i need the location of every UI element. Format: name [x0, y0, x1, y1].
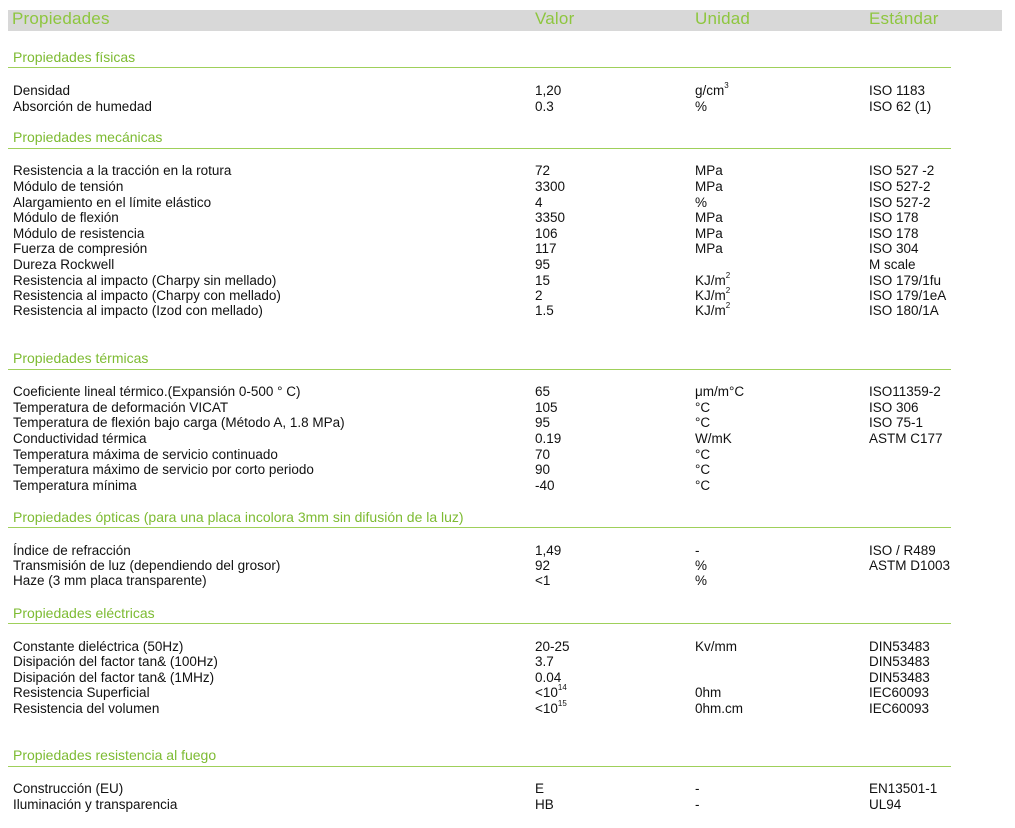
table-row: [0, 797, 1015, 813]
table-row: [0, 195, 1015, 211]
header-standard: Estándar: [869, 9, 939, 28]
section-title: Propiedades ópticas (para una placa incolora 3mm sin difusión de la luz): [13, 509, 464, 525]
property-value: [535, 210, 565, 226]
value-text: 2: [535, 288, 543, 303]
property-standard: ASTM D1003: [869, 558, 951, 573]
property-name: Resistencia del volumen: [13, 701, 160, 716]
property-standard: ISO / R489: [869, 543, 936, 558]
value-text: 92: [535, 558, 551, 573]
property-unit: [695, 478, 710, 494]
property-name: Resistencia al impacto (Izod con mellado): [13, 303, 263, 318]
unit-text: °C: [695, 478, 711, 493]
table-row: [0, 179, 1015, 195]
property-name: Temperatura de deformación VICAT: [13, 400, 229, 415]
table-row: [0, 303, 1015, 319]
property-unit: [695, 447, 710, 463]
section-title: Propiedades físicas: [13, 49, 136, 65]
table-row: [0, 415, 1015, 431]
property-unit: [695, 303, 730, 319]
property-value: [535, 303, 554, 319]
property-unit: [695, 462, 710, 478]
section-divider: [8, 623, 951, 624]
table-row: [0, 654, 1015, 670]
unit-text: -: [695, 781, 700, 796]
value-text: 95: [535, 257, 551, 272]
property-name: Constante dieléctrica (50Hz): [13, 639, 184, 654]
property-name: Resistencia al impacto (Charpy sin mellado): [13, 273, 277, 288]
property-value: [535, 257, 550, 273]
superscript: 2: [725, 301, 731, 310]
section-title: Propiedades térmicas: [13, 350, 149, 366]
unit-text: MPa: [695, 179, 723, 194]
value-text: <10: [535, 701, 558, 716]
property-unit: [695, 210, 723, 226]
property-value: [535, 273, 550, 289]
property-value: [535, 654, 554, 670]
property-standard: ISO 62 (1): [869, 99, 932, 114]
property-name: Temperatura máximo de servicio por corto periodo: [13, 462, 314, 477]
value-text: <1: [535, 573, 551, 588]
value-text: 70: [535, 447, 551, 462]
property-unit: [695, 573, 707, 589]
property-unit: [695, 543, 700, 559]
property-unit: [695, 415, 710, 431]
value-text: HB: [535, 797, 554, 812]
unit-text: °C: [695, 447, 711, 462]
unit-text: %: [695, 558, 708, 573]
unit-text: 0hm.cm: [695, 701, 744, 716]
table-row: [0, 273, 1015, 289]
table-row: [0, 99, 1015, 115]
unit-text: -: [695, 543, 700, 558]
value-text: 0.3: [535, 99, 554, 114]
value-text: -40: [535, 478, 555, 493]
unit-text: %: [695, 99, 708, 114]
table-header: [8, 10, 1002, 31]
superscript: 15: [557, 699, 567, 708]
table-row: [0, 226, 1015, 242]
header-property: Propiedades: [12, 9, 110, 28]
value-text: 1,49: [535, 543, 562, 558]
table-row: [0, 478, 1015, 494]
property-unit: [695, 195, 707, 211]
property-unit: [695, 701, 743, 717]
unit-text: MPa: [695, 210, 723, 225]
table-row: [0, 447, 1015, 463]
property-unit: [695, 781, 700, 797]
property-standard: DIN53483: [869, 670, 930, 685]
table-row: [0, 685, 1015, 701]
property-standard: ISO 178: [869, 210, 919, 225]
section-divider: [8, 527, 951, 528]
property-standard: ISO11359-2: [869, 384, 941, 399]
value-text: 117: [535, 241, 557, 256]
property-unit: [695, 179, 723, 195]
property-unit: [695, 83, 729, 99]
value-text: 1.5: [535, 303, 554, 318]
superscript: 3: [724, 81, 729, 90]
property-value: [535, 83, 561, 99]
section-title: Propiedades resistencia al fuego: [13, 747, 217, 763]
unit-text: μm/m°C: [695, 384, 745, 399]
property-value: [535, 478, 555, 494]
unit-text: °C: [695, 400, 711, 415]
value-text: 1,20: [535, 83, 562, 98]
property-name: Dureza Rockwell: [13, 257, 115, 272]
property-name: Índice de refracción: [13, 543, 131, 558]
property-name: Temperatura mínima: [13, 478, 137, 493]
superscript: 2: [725, 271, 731, 280]
property-standard: DIN53483: [869, 639, 930, 654]
property-name: Haze (3 mm placa transparente): [13, 573, 207, 588]
property-unit: [695, 99, 707, 115]
property-unit: [695, 163, 723, 179]
section-divider: [8, 369, 951, 370]
value-text: 4: [535, 195, 543, 210]
property-standard: UL94: [869, 797, 902, 812]
superscript: 2: [725, 286, 731, 295]
property-value: [535, 573, 550, 589]
property-value: [535, 195, 543, 211]
property-unit: [695, 797, 700, 813]
value-text: 65: [535, 384, 551, 399]
unit-text: °C: [695, 462, 711, 477]
value-text: 106: [535, 226, 558, 241]
property-name: Temperatura máxima de servicio continuado: [13, 447, 278, 462]
table-row: [0, 558, 1015, 574]
property-value: [535, 241, 557, 257]
unit-text: KJ/m: [695, 303, 726, 318]
unit-text: -: [695, 797, 700, 812]
value-text: 0.04: [535, 670, 562, 685]
section-divider: [8, 766, 951, 767]
property-value: [535, 639, 570, 655]
unit-text: %: [695, 573, 708, 588]
table-row: [0, 384, 1015, 400]
property-name: Resistencia al impacto (Charpy con mellado): [13, 288, 281, 303]
property-standard: ISO 75-1: [869, 415, 924, 430]
table-row: [0, 639, 1015, 655]
property-value: [535, 431, 561, 447]
section-title: Propiedades mecánicas: [13, 129, 163, 145]
property-value: [535, 781, 544, 797]
unit-text: MPa: [695, 163, 723, 178]
property-name: Fuerza de compresión: [13, 241, 148, 256]
table-row: [0, 701, 1015, 717]
header-value: Valor: [535, 9, 575, 28]
property-value: [535, 558, 550, 574]
property-name: Módulo de tensión: [13, 179, 124, 194]
property-value: [535, 462, 550, 478]
unit-text: MPa: [695, 226, 723, 241]
property-name: Conductividad térmica: [13, 431, 147, 446]
property-standard: M scale: [869, 257, 916, 272]
value-text: 105: [535, 400, 558, 415]
property-name: Absorción de humedad: [13, 99, 152, 114]
unit-text: MPa: [695, 241, 723, 256]
value-text: 20-25: [535, 639, 570, 654]
property-value: [535, 384, 550, 400]
value-text: 90: [535, 462, 551, 477]
table-row: [0, 431, 1015, 447]
section-divider: [8, 148, 951, 149]
property-name: Temperatura de flexión bajo carga (Método A, 1.8 MPa): [13, 415, 345, 430]
value-text: 95: [535, 415, 551, 430]
property-standard: ISO 306: [869, 400, 919, 415]
property-name: Alargamiento en el límite elástico: [13, 195, 212, 210]
superscript: 14: [557, 683, 567, 692]
unit-text: Kv/mm: [695, 639, 737, 654]
table-row: [0, 573, 1015, 589]
property-unit: [695, 685, 721, 701]
property-name: Resistencia Superficial: [13, 685, 150, 700]
table-row: [0, 462, 1015, 478]
table-row: [0, 257, 1015, 273]
property-standard: ISO 180/1A: [869, 303, 939, 318]
property-standard: DIN53483: [869, 654, 930, 669]
property-value: [535, 226, 558, 242]
property-standard: ISO 527-2: [869, 179, 931, 194]
property-standard: ISO 179/1eA: [869, 288, 947, 303]
property-unit: [695, 639, 737, 655]
property-name: Construcción (EU): [13, 781, 124, 796]
property-name: Módulo de resistencia: [13, 226, 145, 241]
property-value: [535, 99, 554, 115]
table-row: [0, 781, 1015, 797]
property-value: [535, 400, 558, 416]
unit-text: °C: [695, 415, 711, 430]
table-row: [0, 83, 1015, 99]
property-unit: [695, 431, 732, 447]
property-name: Resistencia a la tracción en la rotura: [13, 163, 232, 178]
table-row: [0, 543, 1015, 559]
section-divider: [8, 67, 951, 68]
property-standard: IEC60093: [869, 701, 930, 716]
property-name: Densidad: [13, 83, 71, 98]
property-value: [535, 543, 561, 559]
property-value: [535, 797, 554, 813]
property-standard: EN13501-1: [869, 781, 938, 796]
value-text: 72: [535, 163, 551, 178]
property-unit: [695, 558, 707, 574]
property-standard: ISO 179/1fu: [869, 273, 942, 288]
unit-text: g/cm: [695, 83, 725, 98]
unit-text: KJ/m: [695, 273, 726, 288]
property-unit: [695, 241, 723, 257]
property-name: Coeficiente lineal térmico.(Expansión 0-500 ° C): [13, 384, 301, 399]
value-text: 3350: [535, 210, 566, 225]
property-standard: ISO 178: [869, 226, 919, 241]
property-unit: [695, 226, 723, 242]
unit-text: KJ/m: [695, 288, 726, 303]
property-standard: ASTM C177: [869, 431, 943, 446]
property-standard: IEC60093: [869, 685, 930, 700]
value-text: 0.19: [535, 431, 562, 446]
value-text: 3300: [535, 179, 566, 194]
property-standard: ISO 527 -2: [869, 163, 935, 178]
property-standard: ISO 304: [869, 241, 919, 256]
property-name: Disipación del factor tan& (1MHz): [13, 670, 215, 685]
property-unit: [695, 400, 710, 416]
unit-text: W/mK: [695, 431, 732, 446]
table-row: [0, 210, 1015, 226]
value-text: 3.7: [535, 654, 554, 669]
value-text: E: [535, 781, 545, 796]
property-name: Módulo de flexión: [13, 210, 119, 225]
property-value: [535, 447, 550, 463]
property-value: [535, 415, 550, 431]
unit-text: 0hm: [695, 685, 722, 700]
property-value: [535, 288, 543, 304]
header-unit: Unidad: [695, 9, 751, 28]
table-row: [0, 670, 1015, 686]
table-row: [0, 163, 1015, 179]
property-name: Iluminación y transparencia: [13, 797, 178, 812]
property-name: Transmisión de luz (dependiendo del grosor): [13, 558, 281, 573]
property-standard: ISO 527-2: [869, 195, 931, 210]
property-value: [535, 163, 550, 179]
value-text: <10: [535, 685, 558, 700]
property-unit: [695, 384, 744, 400]
table-row: [0, 241, 1015, 257]
value-text: 15: [535, 273, 551, 288]
table-row: [0, 400, 1015, 416]
section-title: Propiedades eléctricas: [13, 605, 155, 621]
unit-text: %: [695, 195, 708, 210]
property-value: [535, 179, 565, 195]
property-name: Disipación del factor tan& (100Hz): [13, 654, 218, 669]
table-row: [0, 288, 1015, 304]
property-value: [535, 701, 567, 717]
property-standard: ISO 1183: [869, 83, 926, 98]
